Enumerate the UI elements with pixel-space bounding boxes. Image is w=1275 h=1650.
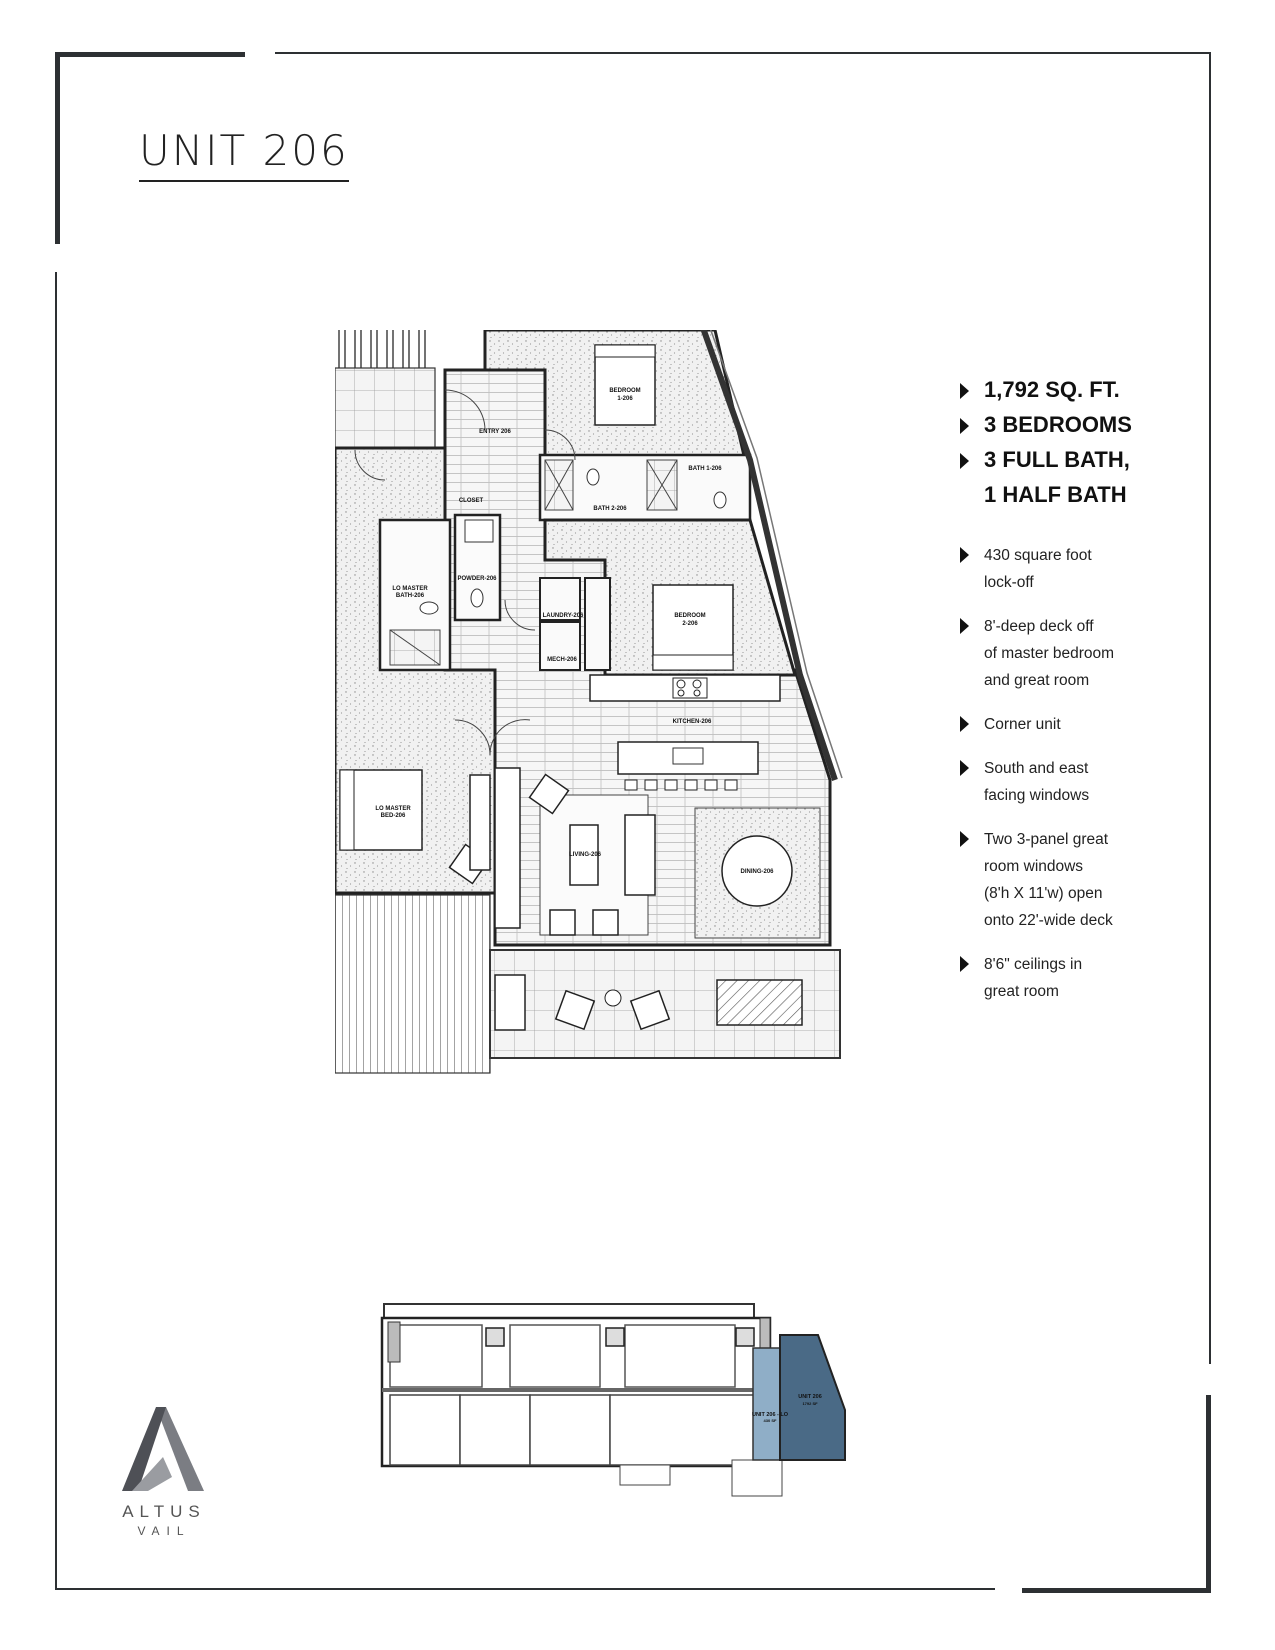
deck-table [717, 980, 802, 1025]
triangle-bullet-icon [960, 453, 969, 469]
highlight-text: FULL BATH, [1002, 447, 1130, 472]
label-lo-master-bed-num: BED-206 [380, 813, 406, 819]
frame-bottom-right-horizontal [1022, 1588, 1211, 1593]
highlight-value: 1 [984, 482, 997, 507]
feature-text: 8'-deep deck off of master bedroom and great room [984, 618, 1115, 689]
lower-left-deck [335, 895, 490, 1073]
label-dining: DINING-206 [740, 869, 774, 875]
feature-text: Two 3-panel great room windows (8'h X 11'w) open onto 22'-wide deck [984, 831, 1113, 929]
frame-top-left-horizontal [55, 52, 245, 57]
keyplan-lockoff-area: 430 SF [763, 1418, 777, 1423]
page-title: UNIT 206 [139, 128, 349, 182]
label-bedroom2: BEDROOM [674, 613, 706, 619]
highlight-value: 3 [984, 412, 997, 437]
label-bedroom1: BEDROOM [609, 388, 641, 394]
highlight-value: 1,792 [984, 377, 1040, 402]
label-laundry: LAUNDRY-206 [542, 613, 584, 619]
highlight-text: BEDROOMS [1002, 412, 1132, 437]
label-powder: POWDER-206 [457, 576, 497, 582]
highlight-text: SQ. FT. [1045, 377, 1120, 402]
label-bath1: BATH 1-206 [688, 466, 722, 472]
highlight-sqft [960, 372, 1220, 407]
keyplan-lockoff-label: UNIT 206 - LO [751, 1412, 789, 1418]
floor-plan [335, 330, 890, 1125]
frame-bottom-line [55, 1588, 995, 1590]
frame-left-line [55, 272, 57, 1590]
logo-line-2: VAIL [137, 1524, 191, 1538]
triangle-bullet-icon [960, 383, 969, 399]
deck-railing-top [339, 330, 425, 368]
frame-top-left-vertical [55, 52, 60, 244]
label-lo-master-bed: LO MASTER [375, 806, 411, 812]
key-plan [380, 1300, 880, 1502]
label-lo-master-bath-num: BATH-206 [395, 593, 425, 599]
triangle-bullet-icon [960, 831, 969, 847]
upper-deck [335, 368, 435, 448]
label-entry: ENTRY 206 [479, 429, 511, 435]
label-bath2: BATH 2-206 [593, 506, 627, 512]
highlight-text: HALF BATH [1002, 482, 1127, 507]
highlight-value: 3 [984, 447, 997, 472]
label-closet: CLOSET [458, 498, 484, 504]
triangle-bullet-icon [960, 547, 969, 563]
keyplan-unit-area: 1792 SF [802, 1401, 818, 1406]
highlight-full-bath [960, 442, 1220, 477]
keyplan-unit-label: UNIT 206 [798, 1394, 822, 1400]
frame-bottom-right-vertical [1206, 1395, 1211, 1593]
feature-text: South and east facing windows [984, 760, 1090, 804]
label-kitchen: KITCHEN-206 [672, 719, 712, 725]
lockoff-highlight [753, 1348, 780, 1460]
label-living: LIVING-206 [568, 852, 602, 858]
feature-item [960, 613, 1220, 694]
feature-item [960, 755, 1220, 809]
highlight-bedrooms [960, 407, 1220, 442]
feature-list [960, 372, 1220, 1005]
triangle-bullet-icon [960, 716, 969, 732]
triangle-bullet-icon [960, 418, 969, 434]
feature-text: Corner unit [984, 716, 1061, 733]
label-bedroom2-num: 2-206 [682, 621, 698, 627]
frame-top-line [275, 52, 1211, 54]
label-bedroom1-num: 1-206 [617, 396, 633, 402]
highlight-half-bath [960, 477, 1220, 512]
feature-text: 430 square foot lock-off [984, 547, 1092, 591]
triangle-bullet-icon [960, 956, 969, 972]
logo-mark: A [118, 1405, 119, 1406]
feature-item [960, 951, 1220, 1005]
triangle-bullet-icon [960, 618, 969, 634]
label-lo-master-bath: LO MASTER [392, 586, 428, 592]
feature-item [960, 711, 1220, 738]
feature-item [960, 542, 1220, 596]
feature-text: 8'6" ceilings in great room [984, 956, 1083, 1000]
triangle-bullet-icon [960, 760, 969, 776]
label-mech: MECH-206 [547, 657, 577, 663]
logo-line-1: ALTUS [122, 1502, 206, 1521]
feature-item [960, 826, 1220, 934]
altus-vail-logo [118, 1405, 208, 1495]
